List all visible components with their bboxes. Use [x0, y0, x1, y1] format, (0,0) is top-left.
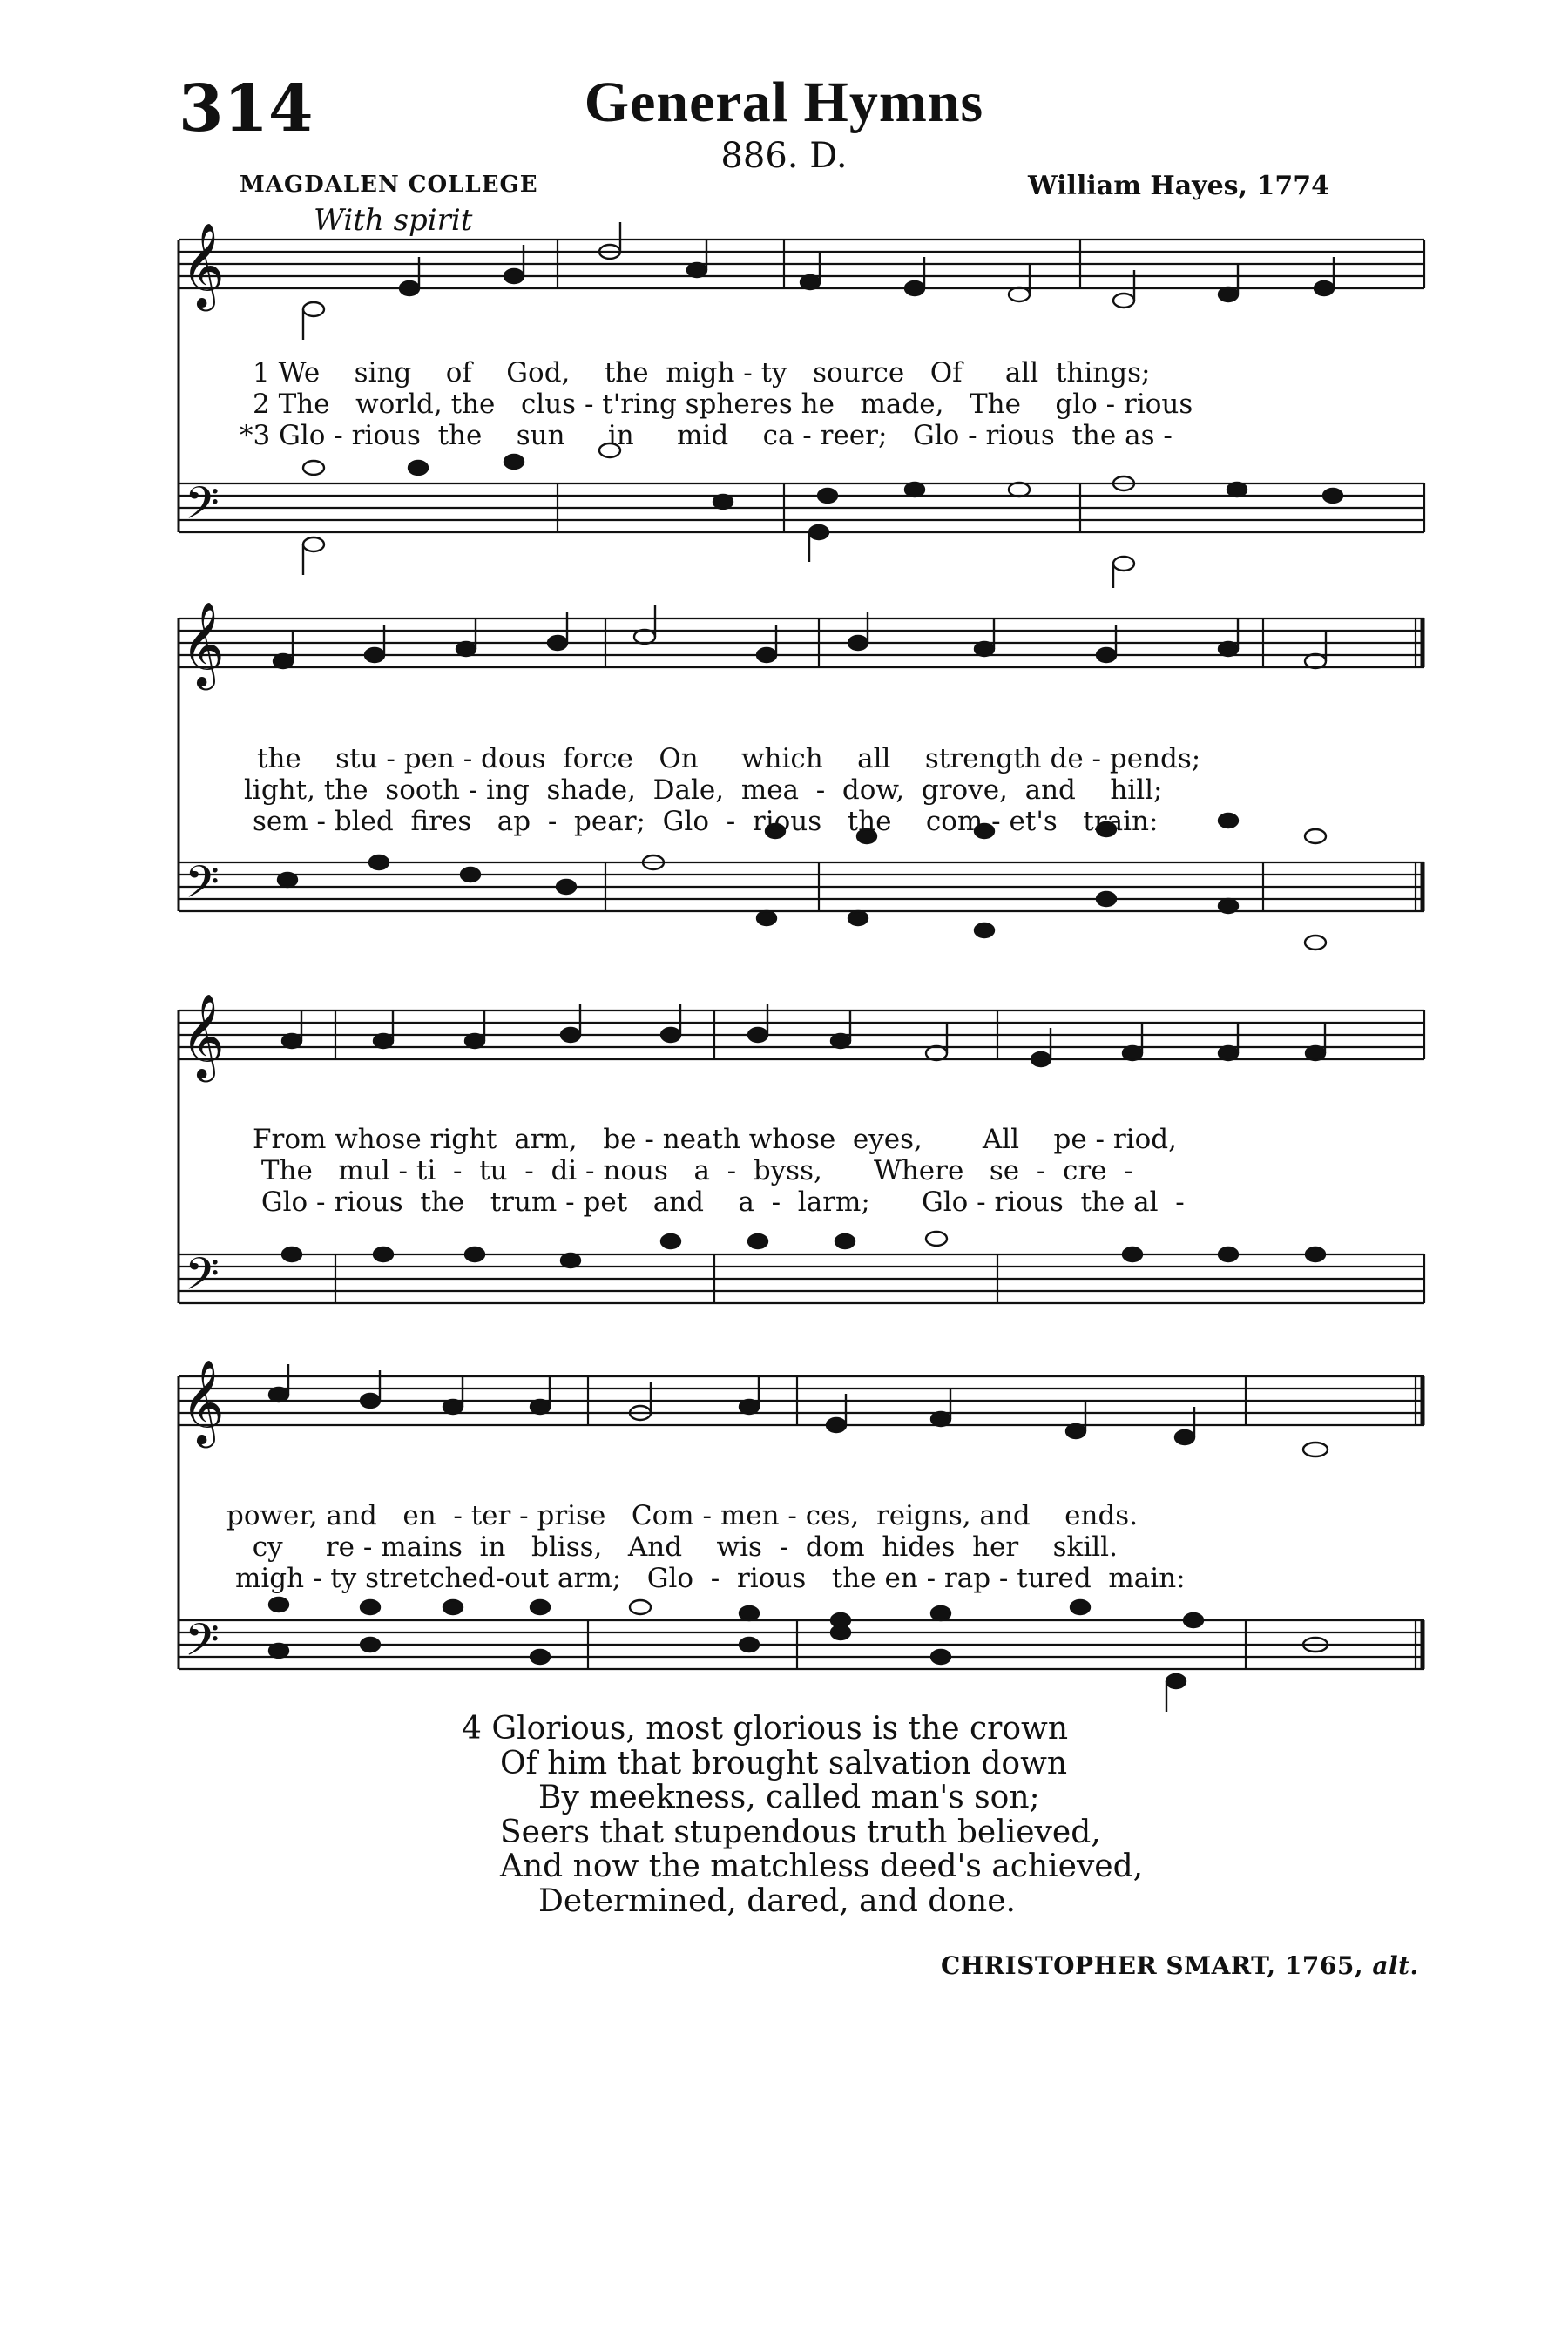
- treble-clef: 𝄞: [181, 222, 225, 308]
- bass-clef: 𝄢: [185, 855, 220, 919]
- hymn-number: 886. D.: [720, 136, 848, 176]
- section-title: General Hymns: [584, 71, 984, 134]
- alteration-note: alt.: [1372, 1951, 1419, 1980]
- treble-clef: 𝄞: [181, 601, 225, 686]
- bass-clef: 𝄢: [185, 476, 220, 540]
- bass-clef: 𝄢: [185, 1247, 220, 1311]
- lyric-line: *3 Glo - rious the sun in mid ca - reer; Glo - rious the as -: [240, 420, 1173, 451]
- treble-clef: 𝄞: [181, 1359, 225, 1444]
- stanza-line: 4 Glorious, most glorious is the crown: [462, 1711, 1069, 1747]
- stanza-line: And now the matchless deed's achieved,: [500, 1848, 1144, 1884]
- lyric-line: light, the sooth - ing shade, Dale, mea - dow, grove, and hill;: [244, 774, 1163, 806]
- tune-name: MAGDALEN COLLEGE: [240, 172, 538, 198]
- lyric-line: migh - ty stretched-out arm; Glo - rious the en - rap - tured main:: [235, 1563, 1186, 1594]
- lyric-line: 1 We sing of God, the migh - ty source Of all things;: [253, 357, 1151, 389]
- stanza-line: Of him that brought salvation down: [500, 1745, 1068, 1781]
- lyric-line: cy re - mains in bliss, And wis - dom hides her skill.: [235, 1531, 1118, 1563]
- lyric-line: From whose right arm, be - neath whose eyes, All pe - riod,: [253, 1124, 1177, 1155]
- stanza-line: By meekness, called man's son;: [538, 1780, 1040, 1815]
- stanza-4: [462, 1712, 1143, 1918]
- lyric-line: power, and en - ter - prise Com - men - ces, reigns, and ends.: [226, 1500, 1139, 1531]
- author-name: CHRISTOPHER SMART, 1765,: [941, 1951, 1364, 1980]
- composer-credit: William Hayes, 1774: [1028, 171, 1329, 201]
- treble-clef: 𝄞: [181, 993, 225, 1078]
- lyric-line: 2 The world, the clus - t'ring spheres he made, The glo - rious: [253, 389, 1193, 420]
- lyric-line: Glo - rious the trum - pet and a - larm; Glo - rious the al -: [253, 1186, 1185, 1218]
- author-credit: [941, 1951, 1419, 1980]
- lyric-line: sem - bled fires ap - pear; Glo - rious the com - et's train:: [253, 806, 1159, 837]
- bass-clef: 𝄢: [185, 1613, 220, 1677]
- stanza-line: Seers that stupendous truth believed,: [500, 1814, 1101, 1850]
- stanza-line: Determined, dared, and done.: [538, 1882, 1016, 1919]
- page-number: 314: [179, 71, 314, 146]
- tempo-marking: With spirit: [314, 203, 473, 238]
- lyric-line: The mul - ti - tu - di - nous a - byss, Where se - cre -: [253, 1155, 1133, 1186]
- lyric-line: the stu - pen - dous force On which all strength de - pends;: [257, 743, 1201, 774]
